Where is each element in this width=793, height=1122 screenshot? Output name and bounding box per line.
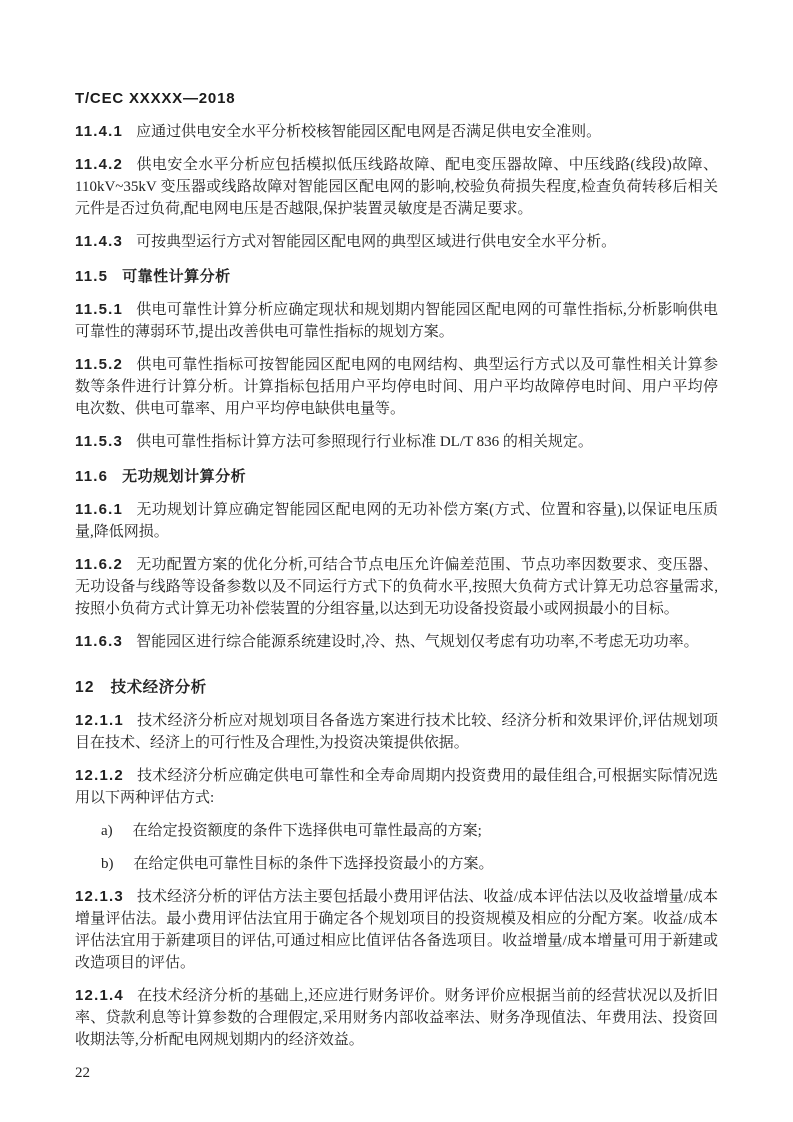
clause-number: 11.5.3 xyxy=(75,433,124,450)
clause-paragraph-11-6-1 xyxy=(75,499,718,543)
clause-paragraph-11-6-2 xyxy=(75,554,718,620)
clause-text: 供电可靠性指标可按智能园区配电网的电网结构、典型运行方式以及可靠性相关计算参数等条件进行计算分析。计算指标包括用户平均停电时间、用户平均故障停电时间、用户平均停电次数、供电可靠率、用户平均停电缺供电量等。 xyxy=(75,357,718,417)
clause-paragraph-11-4-2 xyxy=(75,154,718,220)
clause-text: 技术经济分析应确定供电可靠性和全寿命周期内投资费用的最佳组合,可根据实际情况选用以下两种评估方式: xyxy=(75,768,718,806)
clause-paragraph-11-5-3 xyxy=(75,431,718,453)
clause-number: 12 xyxy=(75,679,95,696)
clause-paragraph-11-5-2 xyxy=(75,354,718,420)
clause-number: 11.5 xyxy=(75,268,109,285)
list-item-a xyxy=(101,820,716,842)
clause-number: 11.4.1 xyxy=(75,123,124,140)
clause-number: 11.6.2 xyxy=(75,556,124,573)
clause-number: 12.1.2 xyxy=(75,767,124,784)
clause-text: 无功配置方案的优化分析,可结合节点电压允许偏差范围、节点功率因数要求、变压器、无功设备与线路等设备参数以及不同运行方式下的负荷水平,按照大负荷方式计算无功总容量需求,按照小负荷方式计算无功补偿装置的分组容量,以达到无功设备投资最小或网损最小的目标。 xyxy=(75,557,718,617)
clause-paragraph-11-5-1 xyxy=(75,299,718,343)
clause-text: 技术经济分析应对规划项目各备选方案进行技术比较、经济分析和效果评价,评估规划项目在技术、经济上的可行性及合理性,为投资决策提供依据。 xyxy=(75,713,718,751)
clause-number: 11.6 xyxy=(75,468,109,485)
clause-paragraph-11-6-3 xyxy=(75,631,718,653)
clause-text: 在技术经济分析的基础上,还应进行财务评价。财务评价应根据当前的经营状况以及折旧率、贷款利息等计算参数的合理假定,采用财务内部收益率法、财务净现值法、年费用法、投资回收期法等,分析配电网规划期内的经济效益。 xyxy=(75,988,718,1048)
clause-paragraph-12-1-4 xyxy=(75,985,718,1051)
clause-text: 供电可靠性计算分析应确定现状和规划期内智能园区配电网的可靠性指标,分析影响供电可靠性的薄弱环节,提出改善供电可靠性指标的规划方案。 xyxy=(75,302,718,340)
clause-number: 11.4.3 xyxy=(75,233,124,250)
clause-paragraph-12-1-3 xyxy=(75,886,718,974)
clause-number: 11.5.2 xyxy=(75,356,124,373)
clause-text: 供电可靠性指标计算方法可参照现行行业标准 DL/T 836 的相关规定。 xyxy=(136,434,593,450)
clause-paragraph-11-4-3 xyxy=(75,231,718,253)
section-heading-11-5 xyxy=(75,266,718,288)
clause-text: 无功规划计算应确定智能园区配电网的无功补偿方案(方式、位置和容量),以保证电压质量,降低网损。 xyxy=(75,502,718,540)
clause-text: 技术经济分析 xyxy=(110,679,207,696)
clause-text: 应通过供电安全水平分析校核智能园区配电网是否满足供电安全准则。 xyxy=(136,124,602,140)
clause-number: 11.4.2 xyxy=(75,156,124,173)
clause-paragraph-12-1-2 xyxy=(75,765,718,809)
clause-text: 无功规划计算分析 xyxy=(122,468,247,485)
chapter-heading-12 xyxy=(75,677,718,699)
clause-text: 技术经济分析的评估方法主要包括最小费用评估法、收益/成本评估法以及收益增量/成本增量评估法。最小费用评估法宜用于确定各个规划项目的投资规模及相应的分配方案。收益/成本评估法宜用于新建项目的评估,可通过相应比值评估各备选项目。收益增量/成本增量可用于新建或改造项目的评估。 xyxy=(75,889,718,971)
list-item-text: 在给定投资额度的条件下选择供电可靠性最高的方案; xyxy=(132,823,482,839)
clause-text: 智能园区进行综合能源系统建设时,冷、热、气规划仅考虑有功功率,不考虑无功功率。 xyxy=(136,634,699,650)
list-item-marker: b) xyxy=(101,856,114,872)
document-header-code: T/CEC XXXXX—2018 xyxy=(75,90,236,107)
list-item-b xyxy=(101,853,716,875)
clause-text: 可靠性计算分析 xyxy=(122,268,231,285)
clause-number: 12.1.3 xyxy=(75,888,124,905)
list-item-text: 在给定供电可靠性目标的条件下选择投资最小的方案。 xyxy=(133,856,494,872)
section-heading-11-6 xyxy=(75,466,718,488)
clause-text: 供电安全水平分析应包括模拟低压线路故障、配电变压器故障、中压线路(线段)故障、110kV~35kV 变压器或线路故障对智能园区配电网的影响,校验负荷损失程度,检查负荷转移后相关元件是否过负荷,配电网电压是否越限,保护装置灵敏度是否满足要求。 xyxy=(75,157,718,217)
clause-paragraph-12-1-1 xyxy=(75,710,718,754)
clause-number: 12.1.4 xyxy=(75,987,124,1004)
clause-number: 12.1.1 xyxy=(75,712,124,729)
page-number: 22 xyxy=(75,1065,90,1081)
clause-number: 11.6.1 xyxy=(75,501,124,518)
clause-number: 11.5.1 xyxy=(75,301,124,318)
clause-number: 11.6.3 xyxy=(75,633,124,650)
document-body xyxy=(75,121,718,1051)
clause-paragraph-11-4-1 xyxy=(75,121,718,143)
list-item-marker: a) xyxy=(101,823,113,839)
clause-text: 可按典型运行方式对智能园区配电网的典型区域进行供电安全水平分析。 xyxy=(136,234,617,250)
